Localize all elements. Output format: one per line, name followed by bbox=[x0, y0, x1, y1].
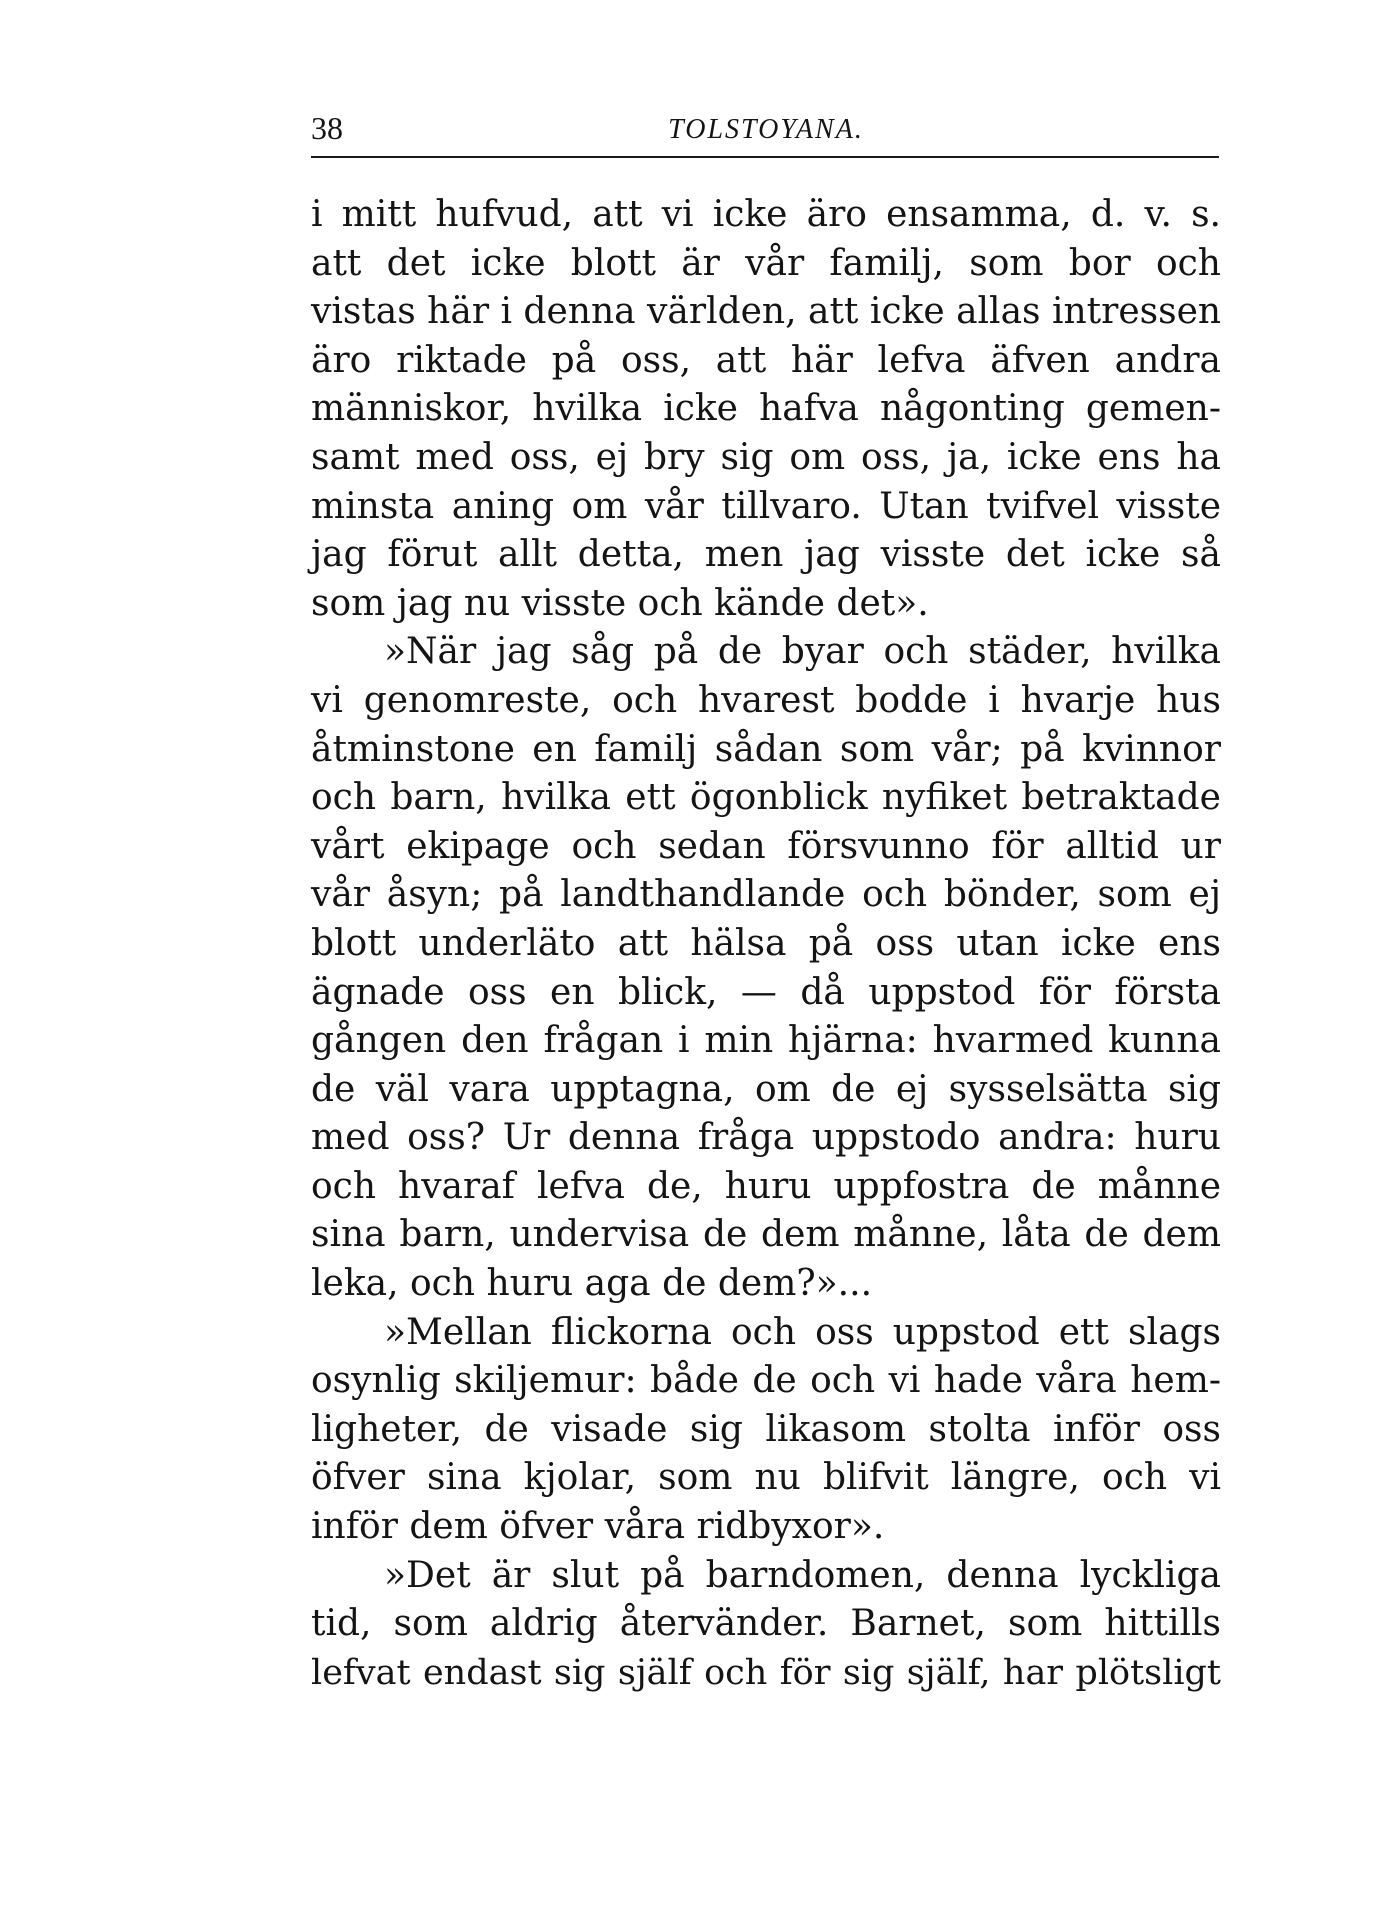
text-line: ligheter, de visade sig likasom stolta inför oss bbox=[311, 1408, 1221, 1450]
running-title: TOLSTOYANA. bbox=[668, 114, 864, 145]
text-line: »Mellan flickorna och oss uppstod ett slags bbox=[384, 1311, 1221, 1353]
text-line: äro riktade på oss, att här lefva äfven andra bbox=[311, 339, 1221, 381]
text-line: vårt ekipage och sedan försvunno för alltid ur bbox=[311, 825, 1221, 867]
text-line: i mitt hufvud, att vi icke äro ensamma, d. v. s. bbox=[311, 194, 1221, 235]
text-line: inför dem öfver våra ridbyxor». bbox=[311, 1506, 885, 1548]
running-head bbox=[311, 96, 1221, 148]
text-line: som jag nu visste och kände det». bbox=[311, 582, 929, 624]
text-line: gången den frågan i min hjärna: hvarmed kunna bbox=[311, 1020, 1221, 1062]
text-line: »När jag såg på de byar och städer, hvilka bbox=[384, 631, 1221, 673]
page-number: 38 bbox=[311, 110, 343, 146]
text-line: blott underläto att hälsa på oss utan icke ens bbox=[311, 922, 1221, 964]
text-line: vistas här i denna världen, att icke allas intressen bbox=[311, 291, 1222, 333]
text-line: vår åsyn; på landthandlande och bönder, som ej bbox=[311, 874, 1221, 916]
text-line: osynlig skiljemur: både de och vi hade våra hem- bbox=[311, 1360, 1221, 1402]
text-line: sina barn, undervisa de dem månne, låta de dem bbox=[311, 1214, 1221, 1256]
text-line: människor, hvilka icke hafva någonting gemen- bbox=[311, 388, 1221, 430]
text-line: »Det är slut på barndomen, denna lyckliga bbox=[384, 1554, 1221, 1596]
text-line: samt med oss, ej bry sig om oss, ja, icke ens ha bbox=[311, 436, 1221, 478]
text-line: minsta aning om vår tillvaro. Utan tvifvel visste bbox=[311, 485, 1221, 527]
header-rule bbox=[311, 156, 1219, 158]
text-line: åtminstone en familj sådan som vår; på kvinnor bbox=[311, 728, 1221, 770]
text-line: att det icke blott är vår familj, som bor och bbox=[311, 242, 1221, 284]
text-line: och barn, hvilka ett ögonblick nyfiket betraktade bbox=[311, 777, 1221, 819]
text-line: tid, som aldrig återvänder. Barnet, som hittills bbox=[311, 1603, 1221, 1645]
text-line: de väl vara upptagna, om de ej sysselsätta sig bbox=[311, 1068, 1221, 1110]
text-line: med oss? Ur denna fråga uppstodo andra: huru bbox=[311, 1117, 1221, 1159]
text-line: ägnade oss en blick, — då uppstod för första bbox=[311, 971, 1221, 1013]
text-line: leka, och huru aga de dem?»... bbox=[311, 1263, 873, 1305]
text-line: öfver sina kjolar, som nu blifvit längre, och vi bbox=[311, 1457, 1221, 1499]
text-line: lefvat endast sig själf och för sig själf, har plötsligt bbox=[311, 1652, 1221, 1693]
text-line: vi genomreste, och hvarest bodde i hvarje hus bbox=[311, 679, 1221, 721]
text-line: jag förut allt detta, men jag visste det icke så bbox=[311, 534, 1221, 576]
body-text bbox=[311, 191, 1221, 1697]
text-line: och hvaraf lefva de, huru uppfostra de månne bbox=[311, 1165, 1221, 1207]
